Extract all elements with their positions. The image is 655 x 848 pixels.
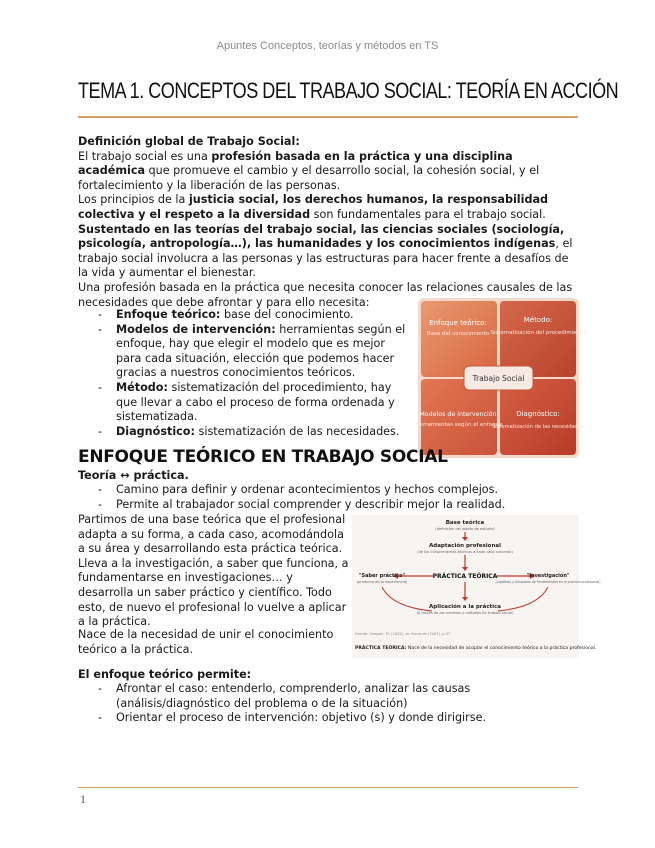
page-number: 1 (80, 792, 86, 806)
source-note: Fuente: Gaspari, M. (2002), en Viscarret (2007), p.37 (355, 632, 451, 636)
practice-theory-diagram (352, 515, 601, 658)
theory-label: Enfoque teórico: (429, 319, 487, 327)
theory-points (78, 483, 578, 512)
method-label: Método: (523, 316, 553, 324)
section-title: ENFOQUE TEÓRICO EN TRABAJO SOCIAL (78, 447, 448, 467)
practical-knowledge-label: "Saber práctico" (358, 573, 406, 579)
adaptation-sub: (de los conocimientos teóricos a cada caso concreto) (417, 550, 513, 554)
center-label: Trabajo Social (472, 374, 525, 383)
models-label: Modelos de intervención: (419, 411, 499, 418)
research-label: "Investigación" (526, 573, 570, 579)
base-theory-sub: (definición del objeto de estudio) (435, 527, 495, 531)
paragraph-origin: Nace de la necesidad de unir el conocimiento teórico a la práctica. (78, 628, 334, 656)
permits-heading: El enfoque teórico permite: (78, 668, 252, 681)
research-sub: (hipótesis y búsqueda de fundamentos en la práctica profesional) (495, 580, 601, 584)
diagnosis-sub: Sistematización de las necesidades (491, 424, 585, 430)
paragraph-theory-practice: Partimos de una base teórica que el profesional adapta a su forma, a cada caso, acomodándola a su área y desarrollando esta práctica teórica. Lleva a la investigación, a saber que funciona, a fundamentarse en investigaciones… y desarrolla un saber práctico y científico. Todo esto, de nuevo el profesional lo vuelve a aplicar a la práctica. (78, 513, 349, 629)
list-item: - Camino para definir y ordenar acontecimientos y hechos complejos. (78, 483, 578, 498)
method-sub: Sistematización del procedimiento (490, 330, 586, 336)
definition-block (78, 135, 578, 310)
theory-sub: Base del conocimiento (426, 331, 490, 337)
practice-theory-label: PRÁCTICA TEÓRICA (432, 573, 498, 580)
base-theory-label: Base teórica (445, 520, 485, 526)
application-label: Aplicación a la práctica (429, 604, 501, 610)
application-sub: (a través de los modelos y métodos de trabajo social) (416, 611, 514, 615)
permits-list (78, 682, 578, 726)
practical-knowledge-sub: (producto de la experiencia) (356, 580, 408, 584)
running-header: Apuntes Conceptos, teorías y métodos en TS (216, 40, 439, 52)
definition-para-4: Una profesión basada en la práctica que necesita conocer las relaciones causales de las necesidades que debe afrontar y para ello necesita: (78, 280, 573, 309)
definition-para-1: El trabajo social es una profesión basada en la práctica y una disciplina académica que promueve el cambio y el desarrollo social, la cohesión social, y el fortalecimiento y la liberación de las personas. (78, 149, 540, 192)
list-item: - Enfoque teórico: base del conocimiento. (78, 308, 412, 323)
list-item: - Afrontar el caso: entenderlo, comprenderlo, analizar las causas (análisis/diagnóstico del problema o de la situación) (78, 682, 578, 711)
adaptation-label: Adaptación profesional (429, 543, 501, 549)
list-item: - Diagnóstico: sistematización de las necesidades. (78, 425, 412, 440)
list-item: - Orientar el proceso de intervención: objetivo (s) y donde dirigirse. (78, 711, 578, 726)
list-item: - Modelos de intervención: herramientas según el enfoque, hay que elegir el modelo que es mejor para cada situación, elección que podemos hacer gracias a nuestros conocimientos teóricos. (78, 323, 412, 381)
social-work-diagram (415, 298, 586, 458)
list-item: - Método: sistematización del procedimiento, hay que llevar a cabo el proceso de forma ordenada y sistematizada. (78, 381, 412, 425)
theory-heading: Teoría ↔ práctica. (78, 469, 189, 482)
needs-list (78, 308, 412, 439)
definition-heading: Definición global de Trabajo Social: (78, 135, 300, 148)
diagram-caption: PRÁCTICA TEÓRICA: Nace de la necesidad de acoplar el conocimiento teórico a la práctica profesional. (355, 646, 597, 651)
diagnosis-label: Diagnóstico: (516, 410, 560, 418)
footer-rule (78, 787, 578, 788)
definition-para-2: Los principios de la justicia social, los derechos humanos, la responsabilidad colectiva y el respeto a la diversidad son fundamentales para el trabajo social. (78, 193, 549, 221)
models-sub: Herramientas según el enfoque (415, 422, 503, 428)
page-title: TEMA 1. CONCEPTOS DEL TRABAJO SOCIAL: TEORÍA EN ACCIÓN (78, 78, 619, 103)
list-item: - Permite al trabajador social comprender y describir mejor la realidad. (78, 498, 578, 513)
definition-para-3: Sustentado en las teorías del trabajo social, las ciencias sociales (sociología, psicología, antropología…), las humanidades y los conocimientos indígenas, el trabajo social involucra a las personas y las estructuras para hacer frente a desafíos de la vida y aumentar el bienestar. (78, 222, 573, 280)
title-rule (78, 116, 578, 118)
